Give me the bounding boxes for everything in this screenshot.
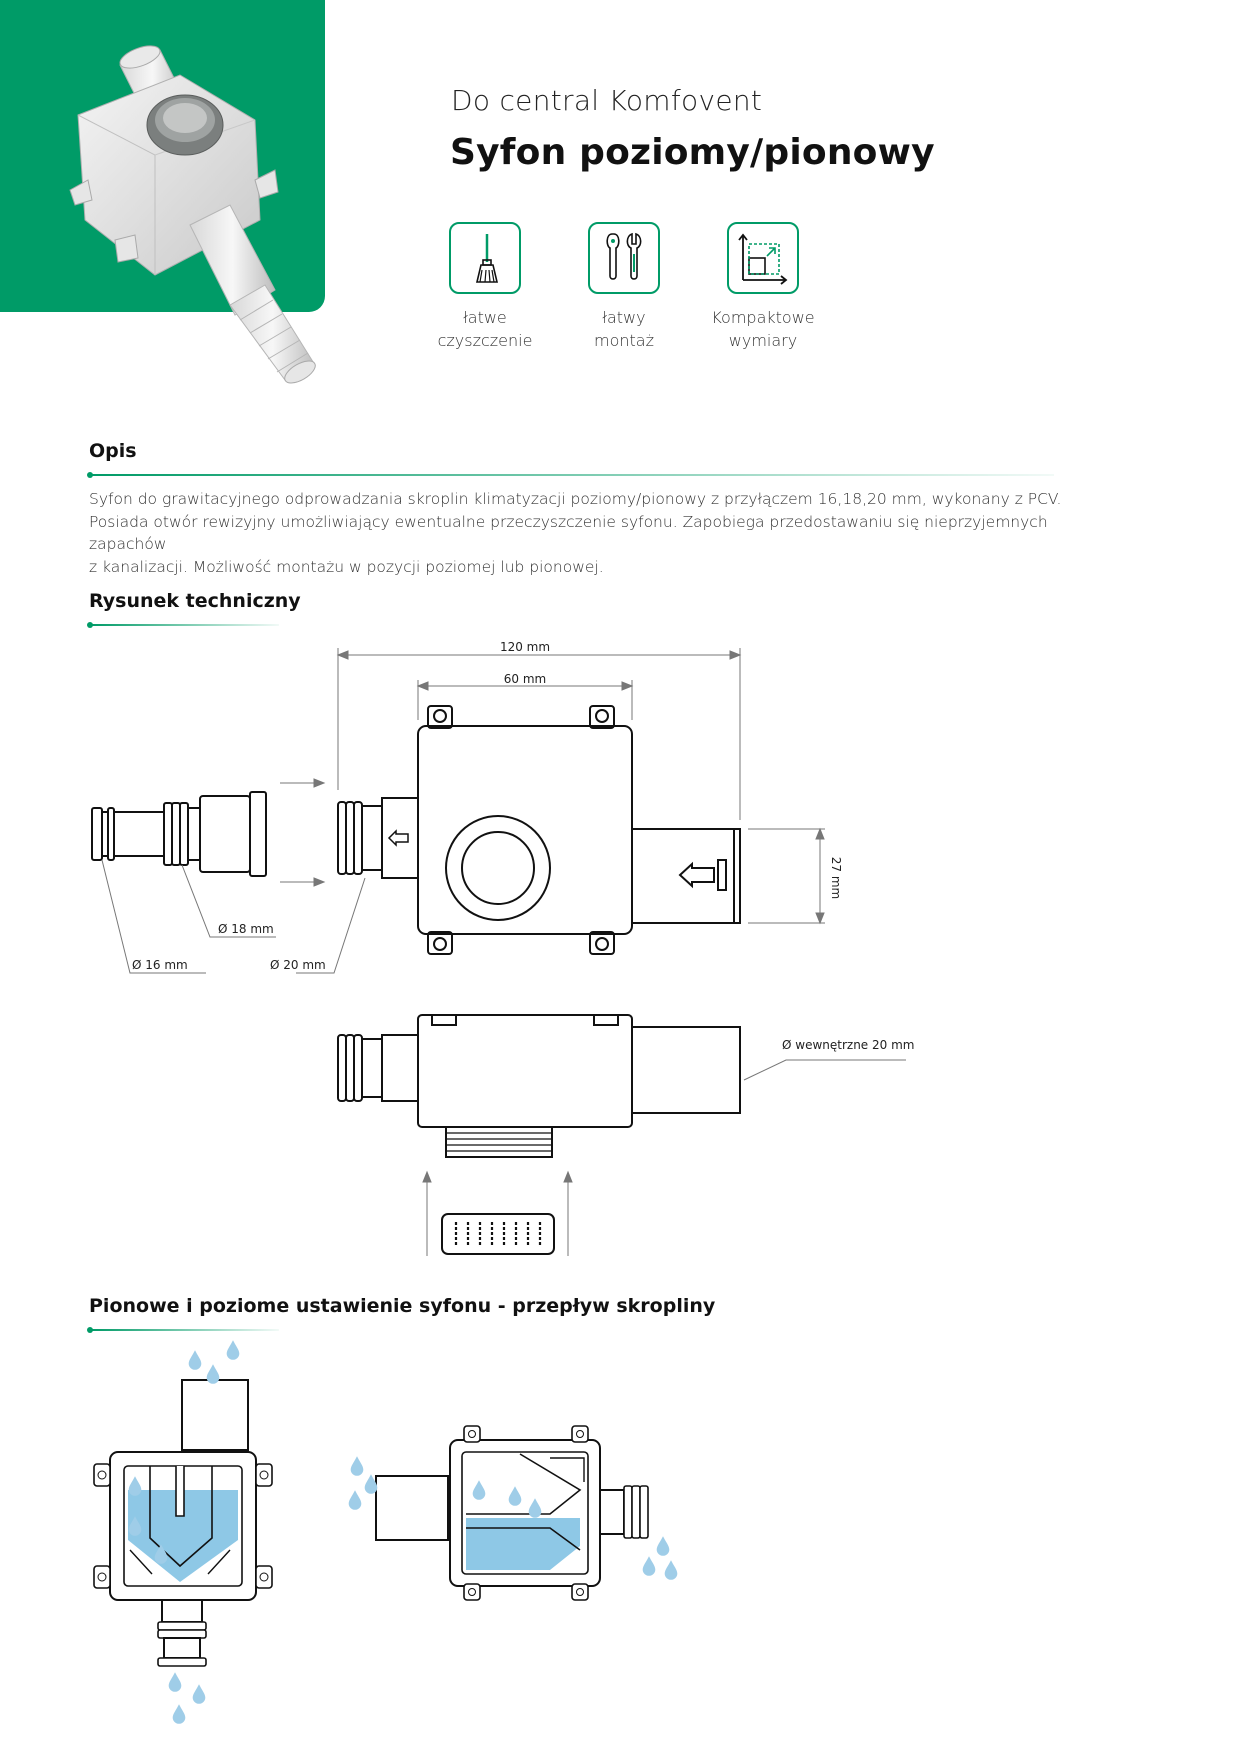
- dimension-width-body: 60 mm: [503, 672, 547, 686]
- feature-label-line1: Kompaktowe: [711, 308, 815, 327]
- section-divider: [89, 1329, 279, 1331]
- description-line: Syfon do grawitacyjnego odprowadzania skroplin klimatyzacji poziomy/pionowy z przyłączem 16,18,20 mm, wykonany z PCV.: [89, 490, 1062, 508]
- feature-easy-cleaning: [410, 222, 560, 352]
- feature-label-line1: łatwy: [602, 308, 646, 327]
- siphon-top-view: [338, 706, 740, 954]
- section-title-flow: Pionowe i poziome ustawienie syfonu - przepływ skropliny: [89, 1295, 716, 1317]
- brush-icon: [449, 222, 521, 294]
- dimension-d16: Ø 16 mm: [132, 958, 188, 972]
- technical-drawing: [80, 620, 940, 1270]
- description-text: [89, 488, 1089, 578]
- adapter-fitting: [92, 792, 266, 876]
- product-title: Syfon poziomy/pionowy: [450, 132, 935, 173]
- feature-label-line2: czyszczenie: [437, 331, 533, 350]
- feature-label-line1: łatwe: [463, 308, 507, 327]
- vertical-orientation-diagram: [94, 1340, 272, 1724]
- feature-easy-mounting: [549, 222, 699, 352]
- horizontal-orientation-diagram: [349, 1426, 678, 1600]
- dimension-height-outlet: 27 mm: [829, 856, 843, 900]
- description-line: Posiada otwór rewizyjny umożliwiający ewentualne przeczyszczenie syfonu. Zapobiega przedostawaniu się nieprzyjemnych zapachów: [89, 512, 1048, 553]
- feature-compact-dimensions: [688, 222, 838, 352]
- flow-diagrams: [80, 1340, 720, 1740]
- product-subtitle: Do central Komfovent: [451, 84, 763, 117]
- dimensions-icon: [727, 222, 799, 294]
- section-divider: [89, 474, 1054, 476]
- section-title-description: Opis: [89, 440, 137, 462]
- description-line: z kanalizacji. Możliwość montażu w pozycji poziomej lub pionowej.: [89, 557, 604, 576]
- feature-label-line2: montaż: [594, 331, 654, 350]
- tools-icon: [588, 222, 660, 294]
- dimension-d18: Ø 18 mm: [218, 922, 274, 936]
- dimension-width-total: 120 mm: [499, 640, 551, 654]
- siphon-side-view: [338, 1015, 740, 1254]
- feature-label-line2: wymiary: [728, 331, 798, 350]
- section-title-drawing: Rysunek techniczny: [89, 590, 301, 612]
- product-photo: [60, 30, 380, 420]
- dimension-inner-diameter: Ø wewnętrzne 20 mm: [782, 1038, 915, 1052]
- dimension-d20: Ø 20 mm: [270, 958, 326, 972]
